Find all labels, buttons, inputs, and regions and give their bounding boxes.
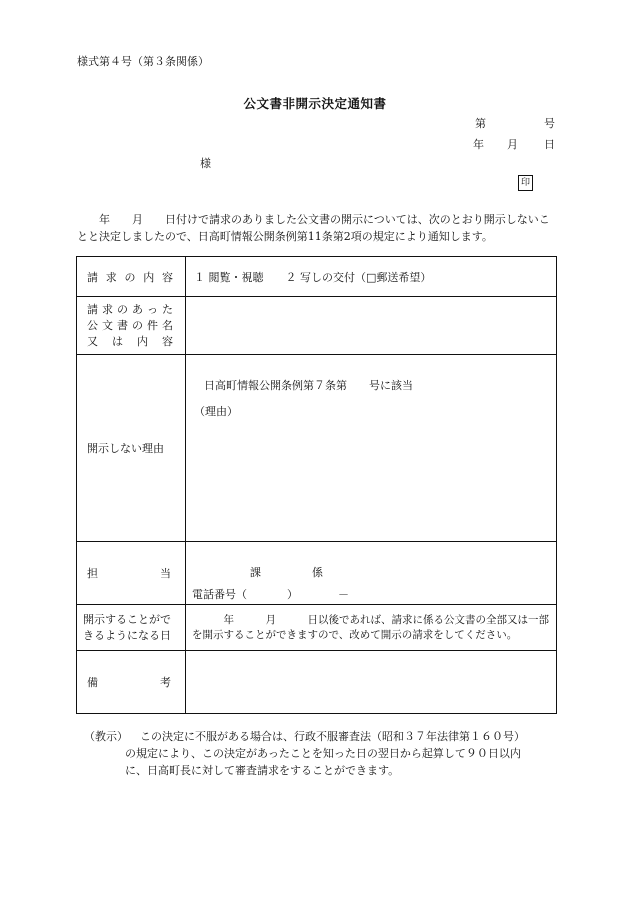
row-remarks (77, 651, 557, 714)
subject-label-char: 公 (87, 318, 98, 332)
staff-label-char: 担 (87, 567, 98, 580)
row-request-content (77, 257, 557, 297)
label-staff (77, 542, 186, 605)
remarks-label-char: 備 (87, 676, 98, 689)
request-content-label-char: 容 (162, 270, 173, 284)
subject-label-char: 内 (137, 334, 148, 348)
label-remarks (77, 651, 186, 714)
phone-dash: － (338, 588, 349, 601)
subject-label-char: 容 (162, 334, 173, 348)
subject-label-char: の (132, 318, 143, 332)
subject-label-char: っ (147, 302, 158, 316)
value-request-content (186, 257, 557, 297)
row-disclosable (77, 605, 557, 651)
subject-label-char: は (112, 334, 123, 348)
reason-label-text: 開示しない理由 (87, 442, 164, 455)
document-title: 公文書非開示決定通知書 (243, 96, 387, 111)
number-suffix: 号 (544, 117, 555, 130)
subject-label-char: 求 (102, 302, 113, 316)
staff-unit-label: 係 (312, 566, 323, 579)
decision-table (76, 256, 557, 714)
remarks-label-char: 考 (160, 676, 171, 689)
request-type-options: １ 閲覧・視聴 ２ 写しの交付（□郵送希望） (194, 270, 432, 284)
subject-label-char: 又 (87, 334, 98, 348)
disclosable-label-line-2: きるようになる日 (83, 628, 171, 642)
row-reason (77, 355, 557, 542)
value-reason (186, 355, 557, 542)
number-prefix: 第 (475, 117, 486, 130)
subject-label-char: た (162, 302, 173, 316)
label-disclosable-date (77, 605, 186, 651)
subject-label-row (77, 334, 185, 350)
label-reason (77, 355, 186, 542)
label-request-content (77, 257, 186, 297)
subject-label-char: 文 (102, 318, 113, 332)
staff-label-char: 当 (160, 567, 171, 580)
value-remarks (186, 651, 557, 714)
disclosable-label-line-1: 開示することがで (83, 612, 171, 626)
notice-line-2: の規定により、この決定があったことを知った日の翌日から起算して９０日以内 (125, 747, 521, 760)
date-year-label: 年 (473, 138, 484, 151)
phone-close-paren: ） (287, 588, 298, 601)
intro-line-1: 年 月 日付けで請求のありました公文書の開示については、次のとおり開示しないこ (77, 213, 550, 226)
row-staff (77, 542, 557, 605)
notice-heading: （教示） (84, 730, 128, 743)
request-content-label-char: 求 (105, 270, 117, 284)
intro-paragraph (77, 211, 555, 245)
subject-label-char: 件 (147, 318, 158, 332)
subject-label-char: 請 (87, 302, 98, 316)
value-disclosable-date (186, 605, 557, 651)
notice-line-3: に、日高町長に対して審査請求をすることができます。 (125, 764, 400, 777)
date-day-label: 日 (544, 138, 555, 151)
subject-label-char: 書 (117, 318, 128, 332)
subject-label-row (77, 318, 185, 334)
subject-label-char: の (117, 302, 128, 316)
request-content-label-char: 内 (143, 270, 155, 284)
subject-label-row (77, 302, 185, 318)
value-subject (186, 297, 557, 355)
row-subject (77, 297, 557, 355)
reason-ordinance-clause: 日高町情報公開条例第７条第 号に該当 (204, 379, 413, 392)
label-subject (77, 297, 186, 355)
value-staff (186, 542, 557, 605)
subject-label-char: 名 (162, 318, 173, 332)
request-content-label-char: 請 (87, 270, 98, 284)
reason-heading: （理由） (194, 405, 238, 418)
request-content-label-char: の (124, 270, 136, 284)
intro-line-2: とと決定しましたので、日高町情報公開条例第11条第2項の規定により通知します。 (77, 230, 493, 243)
seal-stamp-box: 印 (518, 175, 533, 191)
phone-number-label: 電話番号（ (192, 588, 247, 601)
staff-section-label: 課 (250, 566, 261, 579)
notice-line-1: この決定に不服がある場合は、行政不服審査法（昭和３７年法律第１６０号） (140, 730, 525, 743)
subject-label-char: あ (132, 302, 143, 316)
addressee-honorific: 様 (200, 157, 211, 170)
date-month-label: 月 (507, 138, 518, 151)
disclosable-text: 年 月 日以後であれば、請求に係る公文書の全部又は一部を開示することができますので、改めて開示の請求をしてください。 (192, 613, 549, 641)
form-number: 様式第４号（第３条関係） (77, 55, 209, 68)
